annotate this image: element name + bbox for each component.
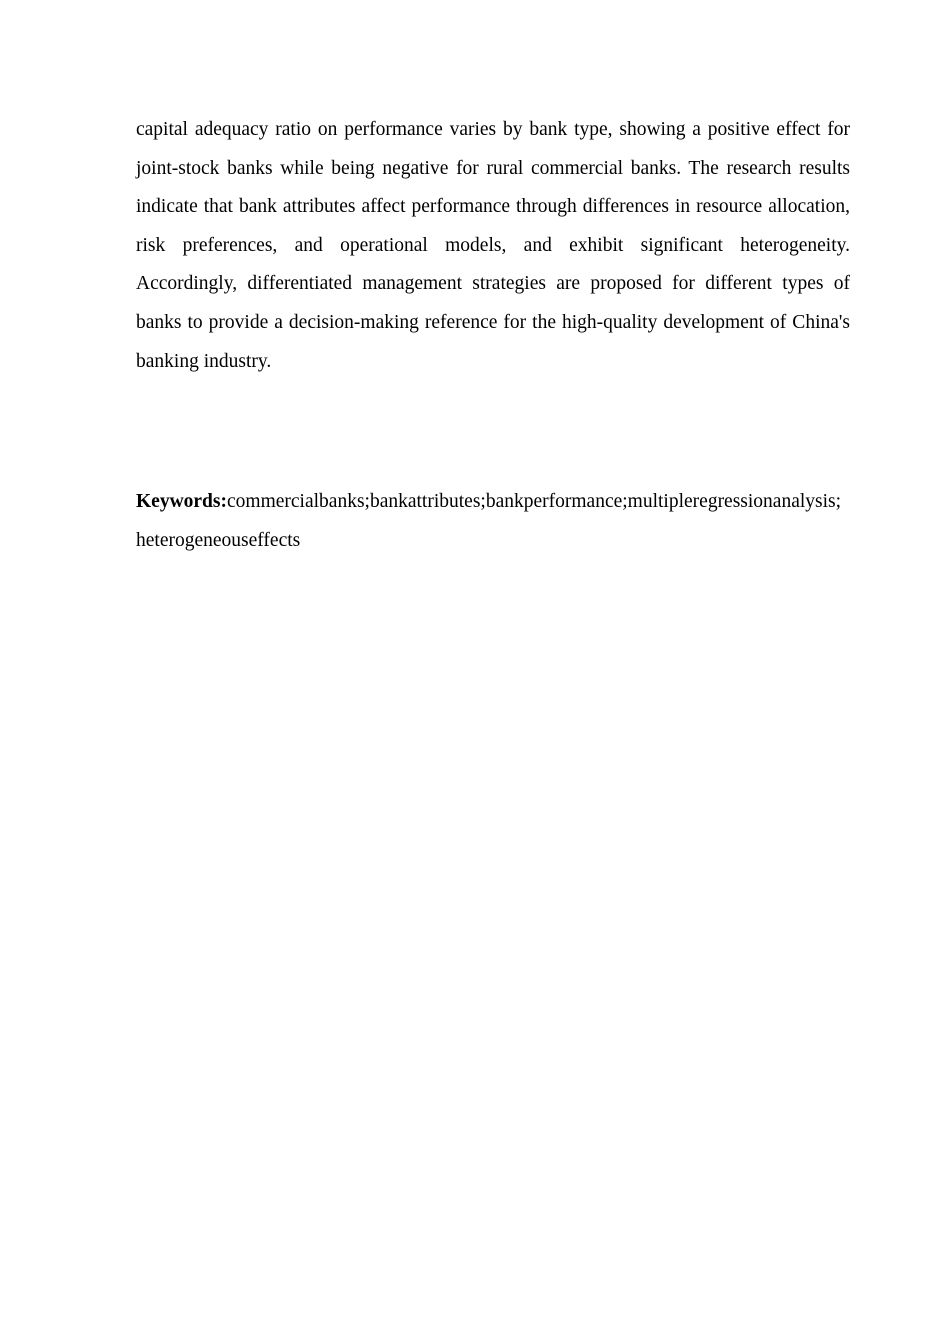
keywords-line [136,483,850,560]
keywords-label: Keywords: [136,491,227,512]
keywords-text: commercialbanks;bankattributes;bankperformance;multipleregressionanalysis;heterogeneouseffects [136,491,842,551]
abstract-paragraph: capital adequacy ratio on performance varies by bank type, showing a positive effect for joint-stock banks while being negative for rural commercial banks. The research results indicate that bank attributes affect performance through differences in resource allocation, risk preferences, and operational models, and exhibit significant heterogeneity. Accordingly, differentiated management strategies are proposed for different types of banks to provide a decision-making reference for the high-quality development of China's banking industry. [136,119,850,372]
